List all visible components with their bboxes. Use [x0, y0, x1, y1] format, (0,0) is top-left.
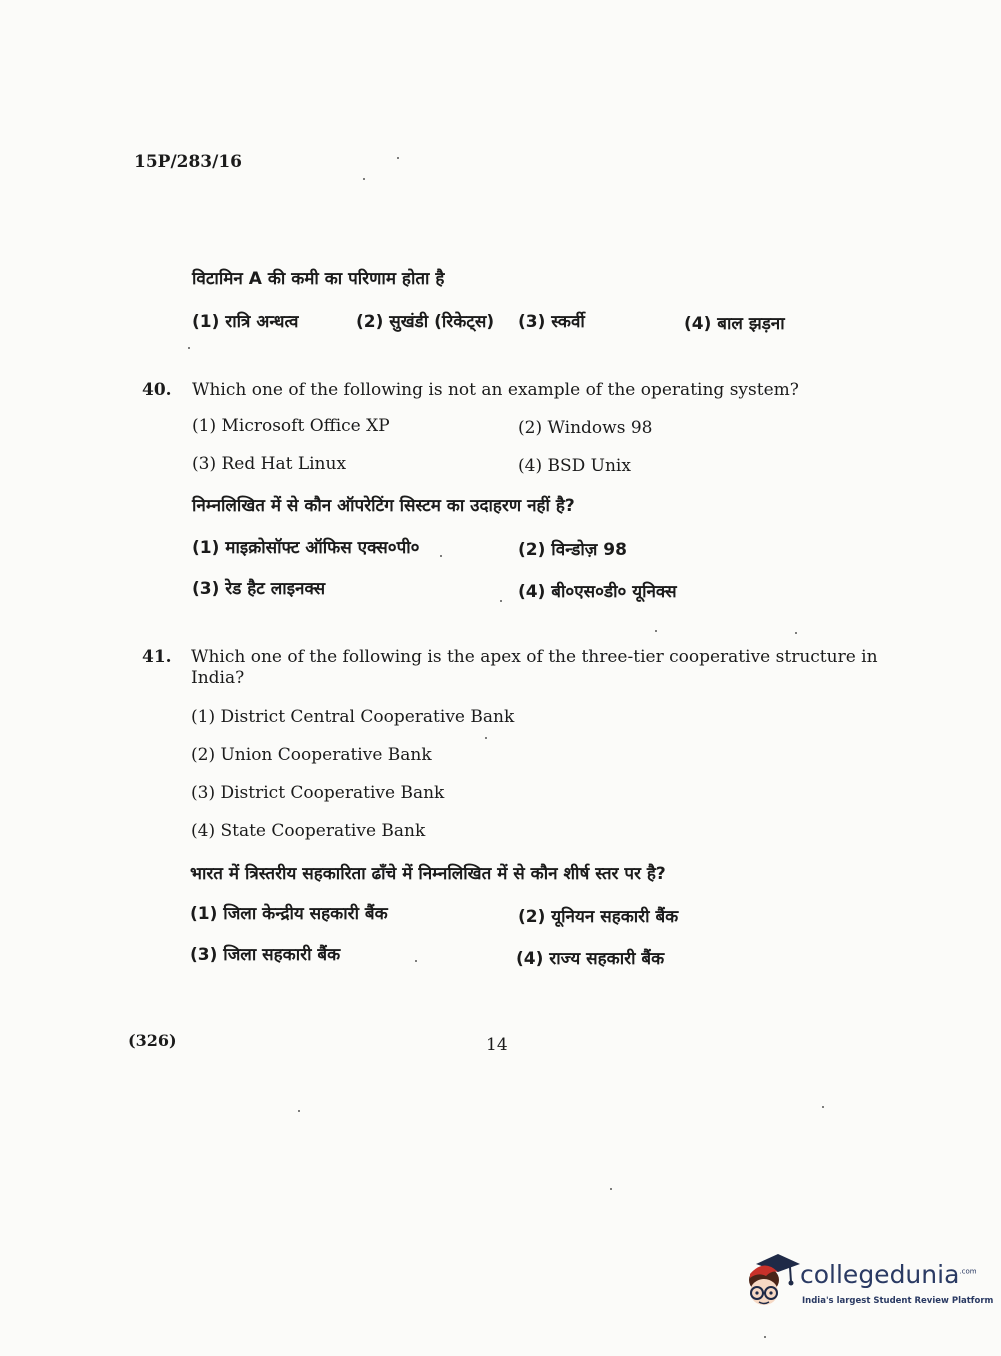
logo-suffix: .com	[959, 1267, 977, 1276]
q41-option-2-en: (2) Union Cooperative Bank	[191, 745, 432, 765]
scan-speck	[415, 960, 417, 962]
collegedunia-logo	[742, 1250, 994, 1316]
q41-stem-hindi: भारत में त्रिस्तरीय सहकारिता ढाँचे में निम्नलिखित में से कौन शीर्ष स्तर पर है?	[190, 864, 666, 884]
scan-speck	[298, 1110, 300, 1112]
q40-option-3-hi: (3) रेड हैट लाइनक्स	[192, 579, 326, 599]
q40-stem-english: Which one of the following is not an example of the operating system?	[192, 380, 799, 400]
q40-option-3-en: (3) Red Hat Linux	[192, 454, 347, 474]
q39-option-4: (4) बाल झड़ना	[684, 314, 785, 334]
q41-option-4-hi: (4) राज्य सहकारी बैंक	[516, 949, 665, 969]
scan-speck	[500, 600, 502, 602]
q39-stem-hindi: विटामिन A की कमी का परिणाम होता है	[192, 269, 445, 289]
scan-speck	[440, 555, 442, 557]
q41-stem-english-line1: Which one of the following is the apex of the three-tier cooperative structure in	[191, 647, 878, 667]
scan-speck	[822, 1106, 824, 1108]
scan-speck	[655, 630, 657, 632]
q41-number: 41.	[142, 647, 172, 667]
q41-option-1-en: (1) District Central Cooperative Bank	[191, 707, 515, 727]
q41-option-3-hi: (3) जिला सहकारी बैंक	[190, 945, 341, 965]
scan-speck	[485, 737, 487, 739]
q39-option-1: (1) रात्रि अन्धत्व	[192, 312, 299, 332]
scan-speck	[397, 157, 399, 159]
q41-option-2-hi: (2) यूनियन सहकारी बैंक	[518, 907, 679, 927]
q40-stem-hindi: निम्नलिखित में से कौन ऑपरेटिंग सिस्टम का उदाहरण नहीं है?	[192, 496, 575, 516]
footer-code: (326)	[128, 1031, 177, 1050]
scan-speck	[764, 1336, 766, 1338]
q41-stem-english-line2: India?	[191, 668, 245, 688]
mascot-icon	[742, 1250, 800, 1316]
q40-option-4-en: (4) BSD Unix	[518, 456, 631, 476]
scan-speck	[363, 178, 365, 180]
q40-option-2-hi: (2) विन्डोज़ 98	[518, 540, 627, 560]
q40-option-4-hi: (4) बी०एस०डी० यूनिक्स	[518, 582, 677, 602]
paper-code: 15P/283/16	[134, 152, 243, 172]
scan-speck	[610, 1188, 612, 1190]
q39-option-2: (2) सुखंडी (रिकेट्स)	[356, 312, 495, 332]
q40-number: 40.	[142, 380, 172, 400]
scan-speck	[795, 632, 797, 634]
page-number: 14	[486, 1035, 508, 1055]
q41-option-4-en: (4) State Cooperative Bank	[191, 821, 426, 841]
q40-option-2-en: (2) Windows 98	[518, 418, 653, 438]
q40-option-1-en: (1) Microsoft Office XP	[192, 416, 390, 436]
q41-option-3-en: (3) District Cooperative Bank	[191, 783, 445, 803]
logo-name: collegedunia	[800, 1260, 960, 1289]
q40-option-1-hi: (1) माइक्रोसॉफ्ट ऑफिस एक्स०पी०	[192, 538, 420, 558]
scan-speck	[188, 347, 190, 349]
q41-option-1-hi: (1) जिला केन्द्रीय सहकारी बैंक	[190, 904, 388, 924]
logo-tagline: India's largest Student Review Platform	[802, 1296, 994, 1306]
logo-wordmark	[800, 1260, 977, 1289]
q39-option-3: (3) स्कर्वी	[518, 312, 585, 332]
